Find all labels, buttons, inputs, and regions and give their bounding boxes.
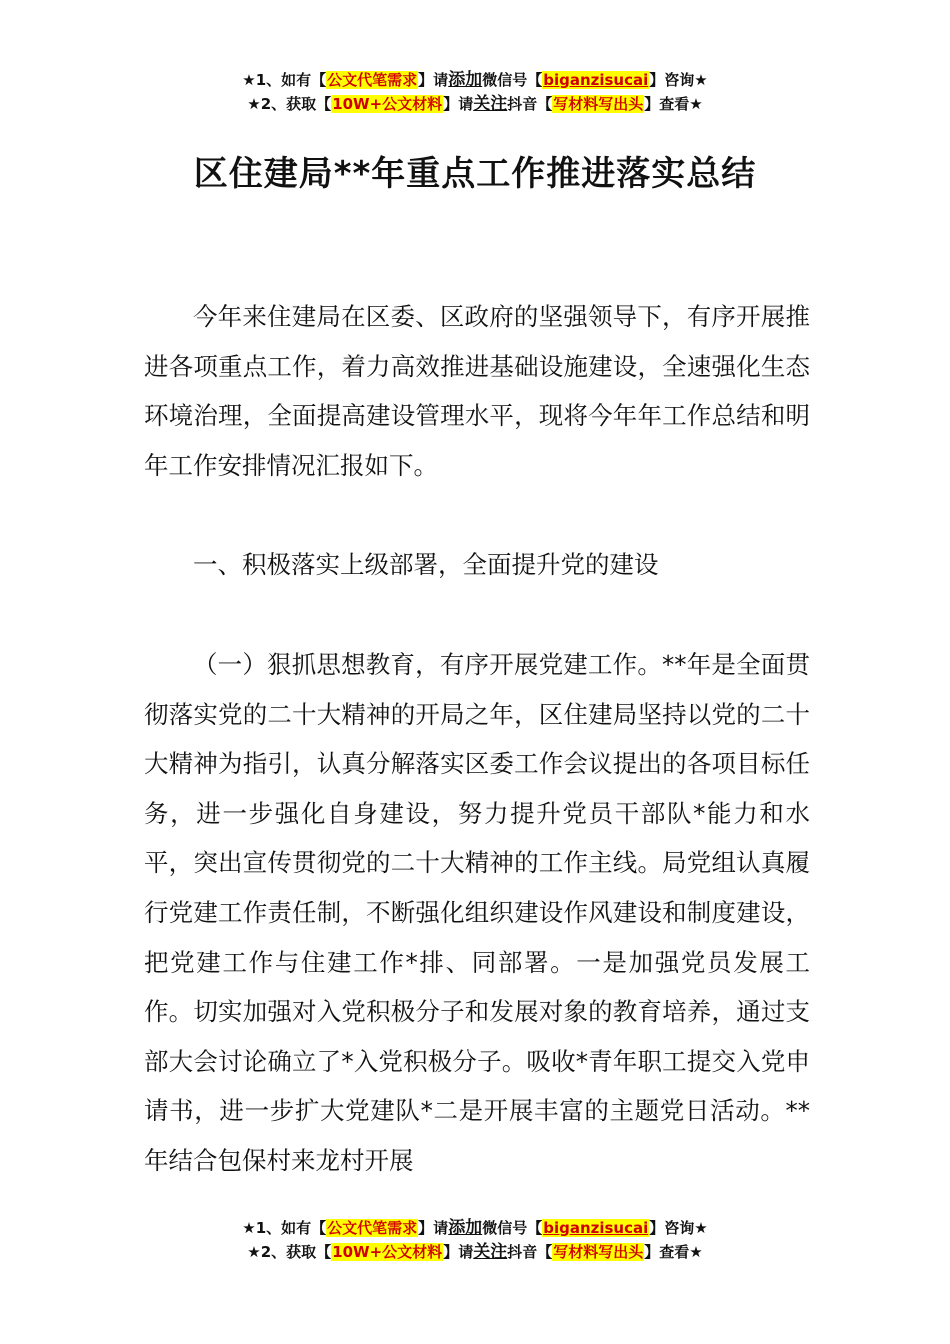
promo-banner-top (0, 68, 950, 116)
service-highlight: 公文代笔需求 (327, 71, 418, 89)
wechat-id-highlight: biganzisucai (543, 1219, 649, 1237)
promo-line-2: ★2、获取【10W+公文材料】请关注抖音【写材料写出头】查看★ (247, 1242, 703, 1262)
promo-banner-bottom (0, 1216, 950, 1264)
promo-line-1: ★1、如有【公文代笔需求】请添加微信号【biganzisucai】咨询★ (242, 70, 708, 90)
section-heading: 一、积极落实上级部署，全面提升党的建设 (193, 550, 659, 580)
douyin-highlight: 写材料写出头 (553, 1243, 644, 1261)
intro-paragraph: 今年来住建局在区委、区政府的坚强领导下，有序开展推进各项重点工作，着力高效推进基础设施建设，全速强化生态环境治理，全面提高建设管理水平，现将今年年工作总结和明年工作安排情况汇报如下。 (144, 302, 810, 480)
wechat-id-highlight: biganzisucai (543, 71, 649, 89)
materials-highlight: 10W+公文材料 (332, 1243, 443, 1261)
promo-line-1: ★1、如有【公文代笔需求】请添加微信号【biganzisucai】咨询★ (242, 1218, 708, 1238)
service-highlight: 公文代笔需求 (327, 1219, 418, 1237)
document-body (144, 292, 810, 1186)
document-title: 区住建局**年重点工作推进落实总结 (193, 154, 757, 194)
douyin-highlight: 写材料写出头 (553, 95, 644, 113)
section-paragraph: （一）狠抓思想教育，有序开展党建工作。**年是全面贯彻落实党的二十大精神的开局之年，区住建局坚持以党的二十大精神为指引，认真分解落实区委工作会议提出的各项目标任务，进一步强化自身建设，努力提升党员干部队*能力和水平，突出宣传贯彻党的二十大精神的工作主线。局党组认真履行党建工作责任制，不断强化组织建设作风建设和制度建设，把党建工作与住建工作*排、同部署。一是加强党员发展工作。切实加强对入党积极分子和发展对象的教育培养，通过支部大会讨论确立了*入党积极分子。吸收*青年职工提交入党申请书，进一步扩大党建队*二是开展丰富的主题党日活动。**年结合包保村来龙村开展 (144, 649, 810, 1175)
promo-line-2: ★2、获取【10W+公文材料】请关注抖音【写材料写出头】查看★ (247, 94, 703, 114)
materials-highlight: 10W+公文材料 (332, 95, 443, 113)
